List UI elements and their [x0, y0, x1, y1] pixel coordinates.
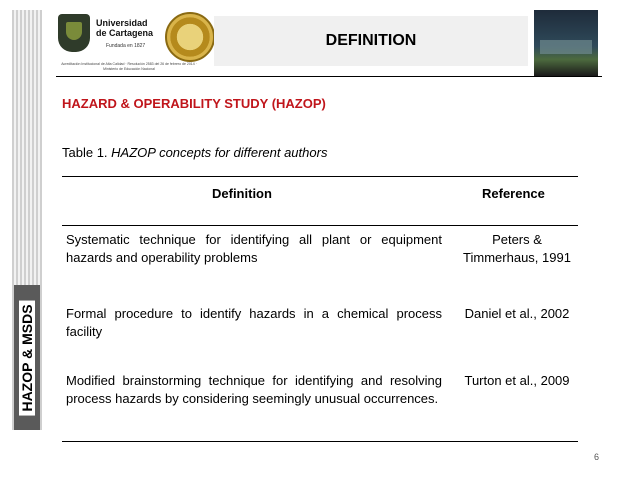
side-title-container	[14, 285, 40, 430]
caption-title: HAZOP concepts for different authors	[111, 145, 328, 160]
university-founded: Fundada en 1827	[106, 43, 146, 49]
accreditation-text: Acreditación Institucional de Alta Calidad · Resolución 2583 del 26 de febrero de 2014 · Ministerio de Educación Nacional	[61, 62, 197, 71]
table-caption	[62, 145, 327, 160]
table-row-3-definition: Modified brainstorming technique for identifying and resolving process hazards by considering seemingly unusual occurrences.	[66, 373, 442, 406]
caption-prefix: Table 1.	[62, 145, 112, 160]
book-cover-image	[534, 10, 598, 76]
table-header-rule	[62, 225, 578, 226]
table-row-3-reference: Turton et al., 2009	[464, 373, 570, 388]
table-bottom-rule	[62, 441, 578, 442]
page-title: DEFINITION	[325, 32, 417, 49]
university-name: Universidad de Cartagena	[96, 18, 154, 38]
side-title: HAZOP & MSDS	[19, 300, 35, 415]
accreditation-seal-icon	[165, 12, 215, 62]
table-row-2-reference: Daniel et al., 2002	[464, 306, 570, 321]
table-row-1-reference: Peters & Timmerhaus, 1991	[463, 232, 571, 265]
column-header-definition: Definition	[212, 186, 272, 201]
page-number: 6	[594, 452, 600, 462]
table-row-2-definition: Formal procedure to identify hazards in a chemical process facility	[66, 306, 442, 339]
section-heading: HAZARD & OPERABILITY STUDY (HAZOP)	[62, 96, 326, 111]
table-row-1-definition: Systematic technique for identifying all plant or equipment hazards and operability problems	[66, 232, 442, 265]
header-divider	[56, 76, 602, 77]
table-top-rule	[62, 176, 578, 177]
column-header-reference: Reference	[482, 186, 545, 201]
university-crest-icon	[58, 14, 90, 52]
